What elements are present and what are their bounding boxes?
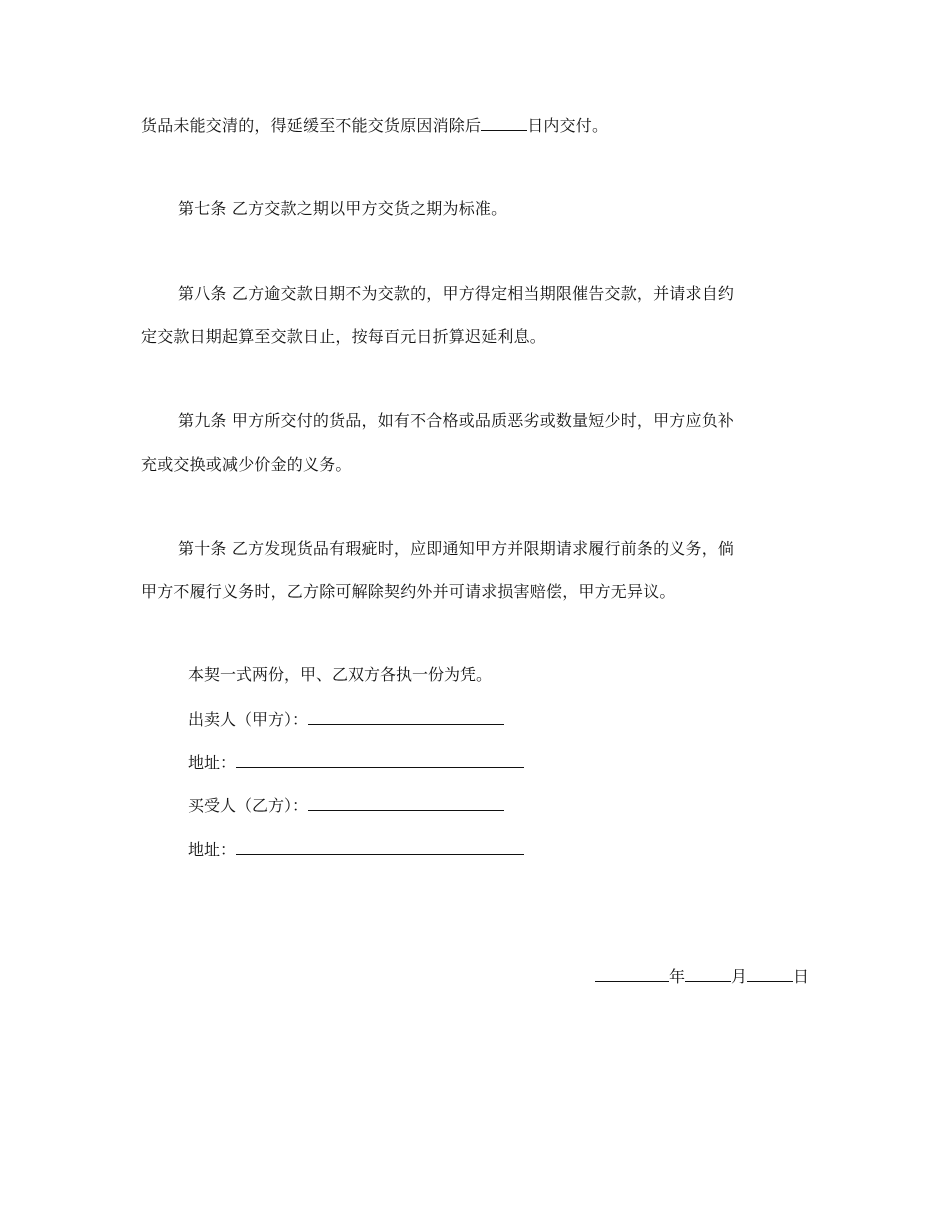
article-8-line-2 <box>141 326 813 348</box>
article-10-text-2: 甲方不履行义务时，乙方除可解除契约外并可请求损害赔偿，甲方无异议。 <box>141 582 676 601</box>
days-blank <box>481 114 527 131</box>
buyer-address-field[interactable] <box>236 838 524 855</box>
article-6-text-after: 日内交付。 <box>527 116 609 135</box>
year-label: 年 <box>668 967 685 986</box>
article-10-line-2 <box>141 581 813 603</box>
month-field[interactable] <box>685 965 731 982</box>
article-10-text-1: 乙方发现货品有瑕疵时，应即通知甲方并限期请求履行前条的义务，倘 <box>231 539 735 558</box>
article-9-text-2: 充或交换或减少价金的义务。 <box>141 455 352 474</box>
article-8-line-1 <box>141 283 850 305</box>
article-9-line-1 <box>141 410 850 432</box>
copies-statement: 本契一式两份，甲、乙双方各执一份为凭。 <box>188 665 493 684</box>
article-8-text-2: 定交款日期起算至交款日止，按每百元日折算迟延利息。 <box>141 327 547 346</box>
article-9-text-1: 甲方所交付的货品，如有不合格或品质恶劣或数量短少时，甲方应负补 <box>231 411 735 430</box>
seller-address-label: 地址： <box>188 753 237 772</box>
buyer-name-field[interactable] <box>308 794 504 811</box>
year-field[interactable] <box>595 965 669 982</box>
day-field[interactable] <box>747 965 793 982</box>
seller-label: 出卖人（甲方）： <box>188 710 309 729</box>
seller-address-row <box>188 751 524 774</box>
article-6-tail <box>141 114 813 137</box>
buyer-address-label: 地址： <box>188 840 237 859</box>
article-7 <box>141 198 850 220</box>
buyer-label: 买受人（乙方）： <box>188 796 309 815</box>
day-label: 日 <box>792 967 809 986</box>
seller-address-field[interactable] <box>236 751 524 768</box>
article-10-line-1 <box>141 538 850 560</box>
seller-name-field[interactable] <box>308 708 504 725</box>
article-8-label: 第八条 <box>178 284 227 303</box>
article-7-label: 第七条 <box>178 199 227 218</box>
month-label: 月 <box>730 967 747 986</box>
article-9-label: 第九条 <box>178 411 227 430</box>
article-8-text-1: 乙方逾交款日期不为交款的，甲方得定相当期限催告交款，并请求自约 <box>231 284 735 303</box>
date-line <box>595 965 809 988</box>
article-6-text-before: 货品未能交清的，得延缓至不能交货原因消除后 <box>141 116 482 135</box>
article-10-label: 第十条 <box>178 539 227 558</box>
article-9-line-2 <box>141 454 813 476</box>
seller-row <box>188 708 504 731</box>
buyer-row <box>188 794 504 817</box>
article-7-text: 乙方交款之期以甲方交货之期为标准。 <box>231 199 508 218</box>
buyer-address-row <box>188 838 524 861</box>
